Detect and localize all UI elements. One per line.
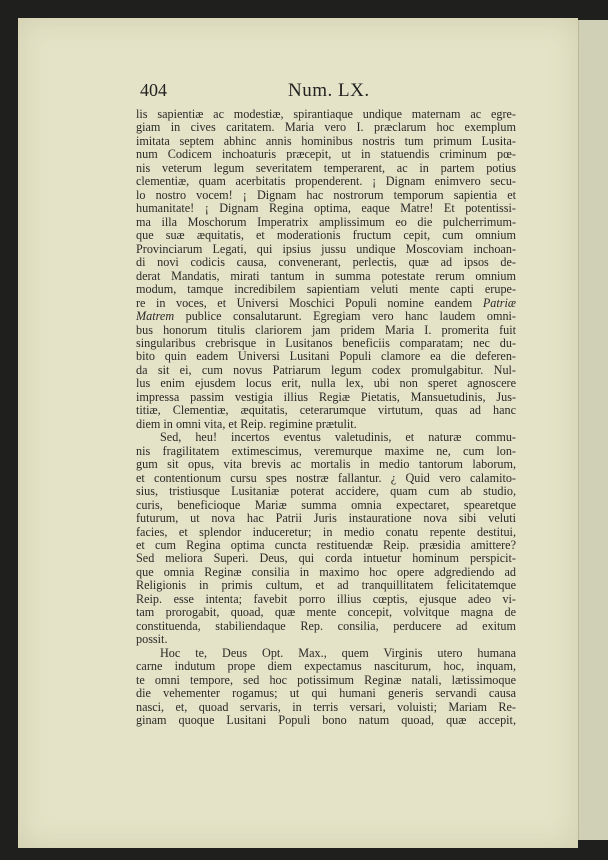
text-line: da sit ei, cum novus Patriarum legum codex promulgabitur. Nul- [136, 363, 516, 377]
text-line: re in voces, et Universi Moschici Populi nomine eandem Patriæ [136, 296, 516, 310]
text-line: Religionis in primis cultum, et ad tranquillitatem felicitatemque [136, 579, 516, 593]
adjacent-page-edge [578, 20, 608, 840]
running-head: Num. LX. [288, 80, 370, 101]
text-line: te omni tempore, sed hoc potissimum Reginæ natali, lætissimoque [136, 673, 516, 687]
text-line: bus honorum titulis clariorem jam pridem Maria I. promerita fuit [136, 323, 516, 337]
text-line: lo nostro vocem! ¡ Dignam hac nostrorum temporum sapientia et [136, 188, 516, 202]
text-line: die vehementer rogamus; ut qui humani generis servandi causa [136, 687, 516, 701]
text-line: nis veterum legum severitatem temperarent, ac in partem potius [136, 161, 516, 175]
text-line: gum sit opus, vita brevis ac mortalis in medio tantorum laborum, [136, 458, 516, 472]
text-line: nis fragilitatem extimescimus, veremurque maxime ne, cum lon- [136, 444, 516, 458]
text-line: et cum Regina optima cuncta restituendæ Reip. præsidia amittere? [136, 539, 516, 552]
text-line: lus enim ejusdem locus erit, nulla lex, ubi non speret agnoscere [136, 377, 516, 391]
text-line: carne indutum prope diem expectamus nasciturum, hoc, inquam, [136, 660, 516, 674]
text-line: que omnia Reginæ consilia in maximo hoc opere adgrediendo ad [136, 565, 516, 579]
text-line: lis sapientiæ ac modestiæ, spirantiaque undique maternam ac egre- [136, 108, 516, 121]
text-line: giam in cives caritatem. Maria vero I. præclarum hoc exemplum [136, 121, 516, 135]
text-line: imitata septem abhinc annis hominibus nostris tum primum Lusita- [136, 134, 516, 148]
text-line: nasci, et, quoad servaris, in terris versari, voluisti; Mariam Re- [136, 700, 516, 714]
text-line: Provinciarum Legati, qui ipsius jussu undique Moscoviam inchoan- [136, 242, 516, 256]
text-line: clementiæ, quam acerbitatis propenderent. ¡ Dignam enimvero secu- [136, 175, 516, 189]
text-line: futurum, ut nova hac Patrii Juris instauratione nova sibi veluti [136, 512, 516, 526]
text-line: tam prorogabit, quoad, quæ mente concepit, volvitque magna de [136, 606, 516, 620]
text-line: que suæ æquitatis, et moderationis fructum cepit, cum omnium [136, 229, 516, 243]
text-line: ginam quoque Lusitani Populi bono natum quoad, quæ accepit, [136, 714, 516, 728]
text-line: ma illa Moschorum Imperatrix amplissimum eo die pulcherrimum- [136, 215, 516, 229]
text-line: Reip. esse intenta; favebit porro illius cœptis, ejusque adeo vi- [136, 592, 516, 606]
text-line: possit. [136, 633, 168, 647]
text-line: diem in omni vita, et Reip. regimine prætulit. [136, 417, 357, 431]
text-line: num Codicem inchoaturis præcepit, ut in statuendis criminum pœ- [136, 148, 516, 162]
text-line: di novi codicis causa, convenerant, perlectis, quæ ad ipsos de- [136, 256, 516, 270]
text-line: titiæ, Clementiæ, æquitatis, ceterarumque virtutum, quas ad hanc [136, 404, 516, 418]
text-line: derat Mandatis, mirati tantum in summa potestate rerum omnium [136, 269, 516, 283]
page-number: 404 [140, 80, 167, 100]
text-line: constituenda, stabiliendaque Rep. consilia, perducere ad exitum [136, 619, 516, 633]
text-line: facies, et splendor induceretur; in medio conatu repente destitui, [136, 525, 516, 539]
text-line: humanitate! ¡ Dignam Regina optima, eaque Matre! Et potentissi- [136, 202, 516, 216]
text-line: impressa passim vestigia illius Regiæ Pietatis, Mansuetudinis, Jus- [136, 390, 516, 404]
text-line: Sed, heu! incertos eventus valetudinis, et naturæ commu- [160, 431, 516, 445]
text-line: Matrem publice consalutarunt. Egregiam vero hanc laudem omni- [136, 310, 516, 324]
text-line: et contentionum cursu spes nostræ fallantur. ¿ Quid vero calamito- [136, 471, 516, 485]
page-header [140, 80, 520, 104]
text-line: Hoc te, Deus Opt. Max., quem Virginis utero humana [160, 646, 516, 660]
text-line: modum, tamque incredibilem sapientiam veluti mente capti erupe- [136, 283, 516, 297]
text-line: curis, beneficioque Mariæ summa omnia expectaret, spearetque [136, 498, 516, 512]
body-text [136, 108, 516, 728]
text-line: singularibus crebrisque in Lusitanos beneficiis comparatam; nec du- [136, 336, 516, 350]
text-line: bito quin eadem Universi Lusitani Populi clamore ea die deferen- [136, 350, 516, 364]
text-line: Sed meliora Superi. Deus, qui corda intuetur hominum perspicit- [136, 552, 516, 566]
text-line: sius, tristiusque Lusitaniæ poterat accidere, quam cum ab studio, [136, 485, 516, 499]
